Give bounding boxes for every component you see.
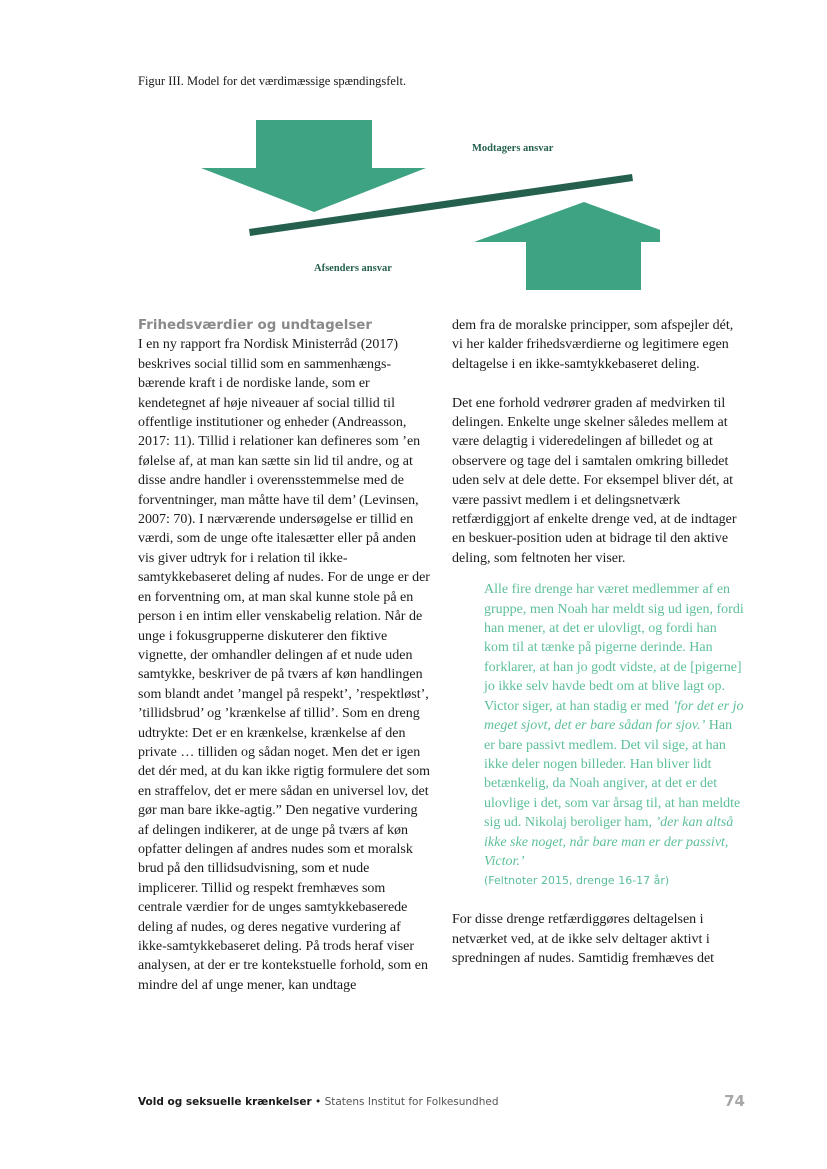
- value-tension-figure: [190, 112, 660, 297]
- page-number: 74: [724, 1092, 745, 1110]
- quote-reference: (Feltnoter 2015, drenge 16-17 år): [484, 874, 670, 888]
- field-note-quote: [484, 580, 744, 891]
- body-paragraph: dem fra de moralske principper, som afspejler dét, vi her kalder frihedsværdierne og legitimere egen deltagelse i en ikke-samtykkebaseret deling.: [452, 318, 734, 372]
- footer-separator: •: [311, 1096, 325, 1108]
- tension-model-diagram: [190, 112, 660, 297]
- quote-text: Han er bare passivt medlem. Det vil sige, at han ikke deler nogen billeder. Han bliver lidt betænkelig, da Noah angiver, at det er det ulovlige i det, som var årsag til, at han meldte sig ud. Nikolaj beroliger ham,: [484, 718, 741, 831]
- down-arrow: [201, 120, 426, 212]
- receiver-responsibility-label: Modtagers ansvar: [472, 143, 554, 154]
- body-paragraph: I en ny rapport fra Nordisk Ministerråd (2017) beskrives social tillid som en sammenhængsbærende kraft i de nordiske lande, som er kendetegnet af høje niveauer af social tillid til offentlige institutioner og enheder (Andreasson, 2017: 11). Tillid i relationer kan defineres som ’en følelse af, at man kan sætte sin lid til andre, og at disse andre handler i overensstemmelse med de forventninger, man måtte have til dem’ (Levinsen, 2007: 70). I nærværende undersøgelse er tillid en værdi, som de unge ofte italesætter eller på anden vis giver udtryk for i relation til ikke-samtykkebaseret deling af nudes. For de unge er der en forventning om, at man skal kunne stole på en person i en intim eller venskabelig relation. Når de unge i fokusgrupperne diskuterer den fiktive vignette, der omhandler delingen af et nude uden samtykke, beskriver de på tværs af køn handlingen som blandt andet ’mangel på respekt’, ’respektløst’, ’tillidsbrud’ og ’krænkelse af tillid’. Som en dreng udtrykte: Det er en krænkelse, krænkelse af den private … tilliden og sådan noget. Men det er igen det dér med, at du kan ikke rigtig formulere det som en straffelov, det er mere sådan en universel lov, det gør man bare ikke-agtig.” Den negative vurdering af delingen indikerer, at de unge på tværs af køn opfatter delingen af andres nudes som et moralsk brud på den tillidsudvisning, som et nude implicerer. Tillid og respekt fremhæves som centrale værdier for de unges samtykkebaserede deling af nudes, og deres negative vurdering af ikke-samtykkebaseret deling. På trods heraf viser analysen, at der er tre kontekstuelle forhold, som en mindre del af unge mener, kan undtage: [138, 337, 430, 993]
- body-paragraph: For disse drenge retfærdiggøres deltagelsen i netværket ved, at de ikke selv deltager aktivt i spredningen af nudes. Samtidig fremhæves det: [452, 912, 715, 966]
- left-column: [138, 316, 430, 995]
- up-arrow: [474, 202, 660, 290]
- footer-subtitle: Statens Institut for Folkesundhed: [324, 1096, 499, 1108]
- body-paragraph: Det ene forhold vedrører graden af medvirken til delingen. Enkelte unge skelner således mellem at være delagtig i videredelingen af billedet og at observere og tage del i samtalen omkring billedet uden selv at dele dette. For eksempel bliver dét, at være passivt medlem i et delingsnetværk retfærdiggjort af enkelte drenge ved, at de indtager en beskuer-position uden at bidrage til den aktive deling, som feltnoten her viser.: [452, 395, 737, 566]
- right-column: [452, 316, 744, 968]
- section-heading: Frihedsværdier og undtagelser: [138, 318, 372, 333]
- figure-caption: Figur III. Model for det værdimæssige spændingsfelt.: [138, 74, 407, 88]
- quote-italic: ’for det er jo meget sjovt, det er bare sådan for sjov.’: [484, 698, 744, 734]
- footer-title: Vold og seksuelle krænkelser: [138, 1096, 312, 1108]
- quote-italic: ’der kan altså ikke ske noget, når bare man er der passivt, Victor.’: [484, 815, 734, 869]
- sender-responsibility-label: Afsenders ansvar: [314, 263, 392, 274]
- quote-text: Alle fire drenge har været medlemmer af en gruppe, men Noah har meldt sig ud igen, fordi han mener, at det er ulovligt, og fordi han kom til at tænke på pigerne derinde. Han forklarer, at han jo godt vidste, at de [pigerne] jo ikke selv havde bedt om at blive lagt op. Victor siger, at han stadig er med: [484, 582, 744, 714]
- page-footer: [138, 1096, 746, 1108]
